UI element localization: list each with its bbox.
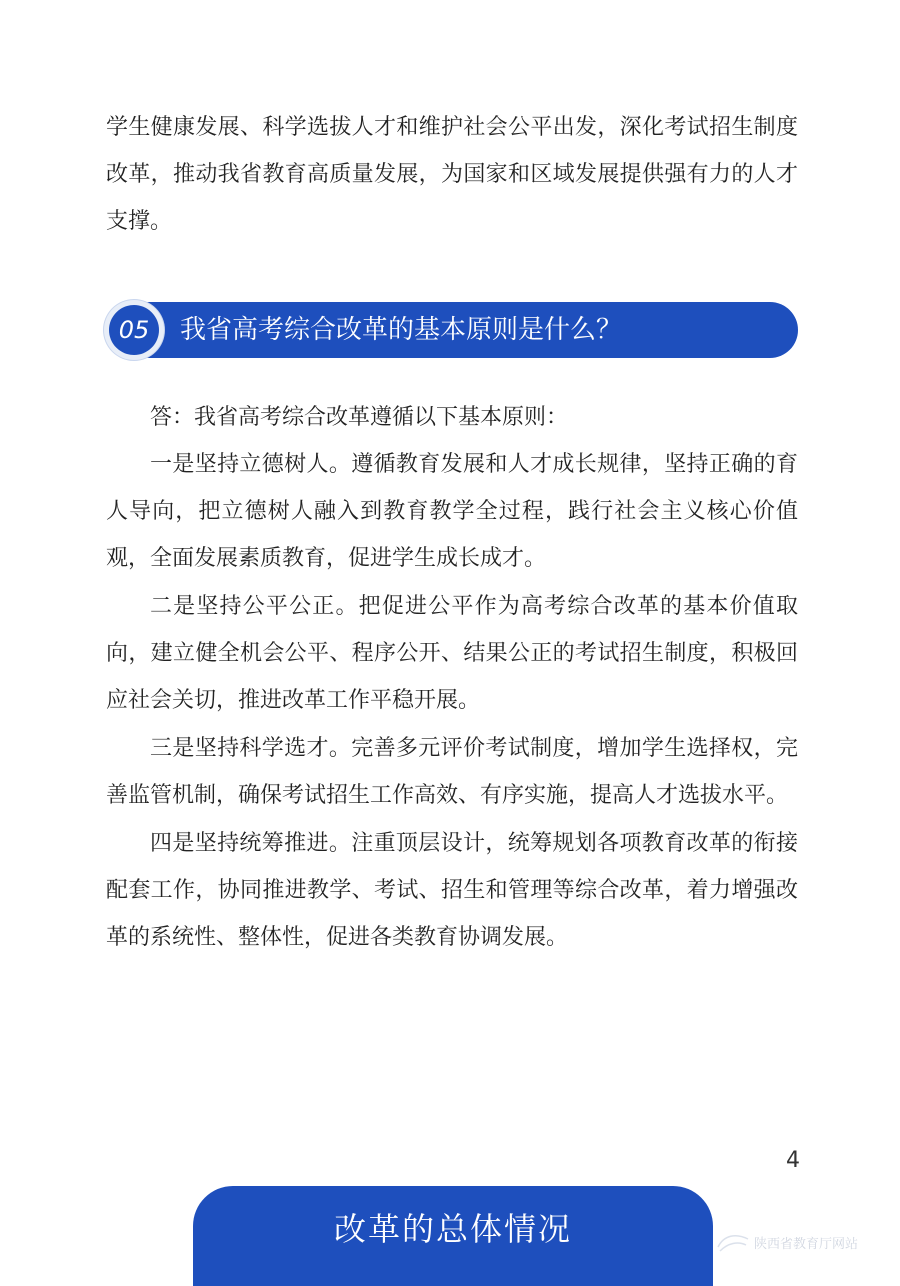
principle-1: 一是坚持立德树人。遵循教育发展和人才成长规律，坚持正确的育人导向，把立德树人融入到教育教学全过程，践行社会主义核心价值观，全面发展素质教育，促进学生成长成才。 <box>106 452 798 571</box>
watermark-logo-icon <box>716 1231 750 1253</box>
watermark <box>716 1230 858 1254</box>
question-number-badge <box>104 300 164 360</box>
intro-paragraph: 学生健康发展、科学选拔人才和维护社会公平出发，深化考试招生制度改革，推动我省教育高质量发展，为国家和区域发展提供强有力的人才支撑。 <box>106 115 798 234</box>
question-title: 我省高考综合改革的基本原则是什么？ <box>180 315 623 345</box>
principle-2: 二是坚持公平公正。把促进公平作为高考综合改革的基本价值取向，建立健全机会公平、程序公开、结果公正的考试招生制度，积极回应社会关切，推进改革工作平稳开展。 <box>106 594 798 713</box>
footer-section-label: 改革的总体情况 <box>333 1210 572 1248</box>
principle-3: 三是坚持科学选才。完善多元评价考试制度，增加学生选择权，完善监管机制，确保考试招生工作高效、有序实施，提高人才选拔水平。 <box>106 736 798 808</box>
footer-section-tab <box>193 1186 713 1286</box>
page-number: 4 <box>786 1148 800 1173</box>
principle-4: 四是坚持统筹推进。注重顶层设计，统筹规划各项教育改革的衔接配套工作，协同推进教学、考试、招生和管理等综合改革，着力增强改革的系统性、整体性，促进各类教育协调发展。 <box>106 831 798 950</box>
watermark-text: 陕西省教育厅网站 <box>754 1236 859 1252</box>
answer-lead: 答：我省高考综合改革遵循以下基本原则： <box>150 405 569 430</box>
question-number: 05 <box>109 305 159 355</box>
question-banner <box>104 300 798 360</box>
